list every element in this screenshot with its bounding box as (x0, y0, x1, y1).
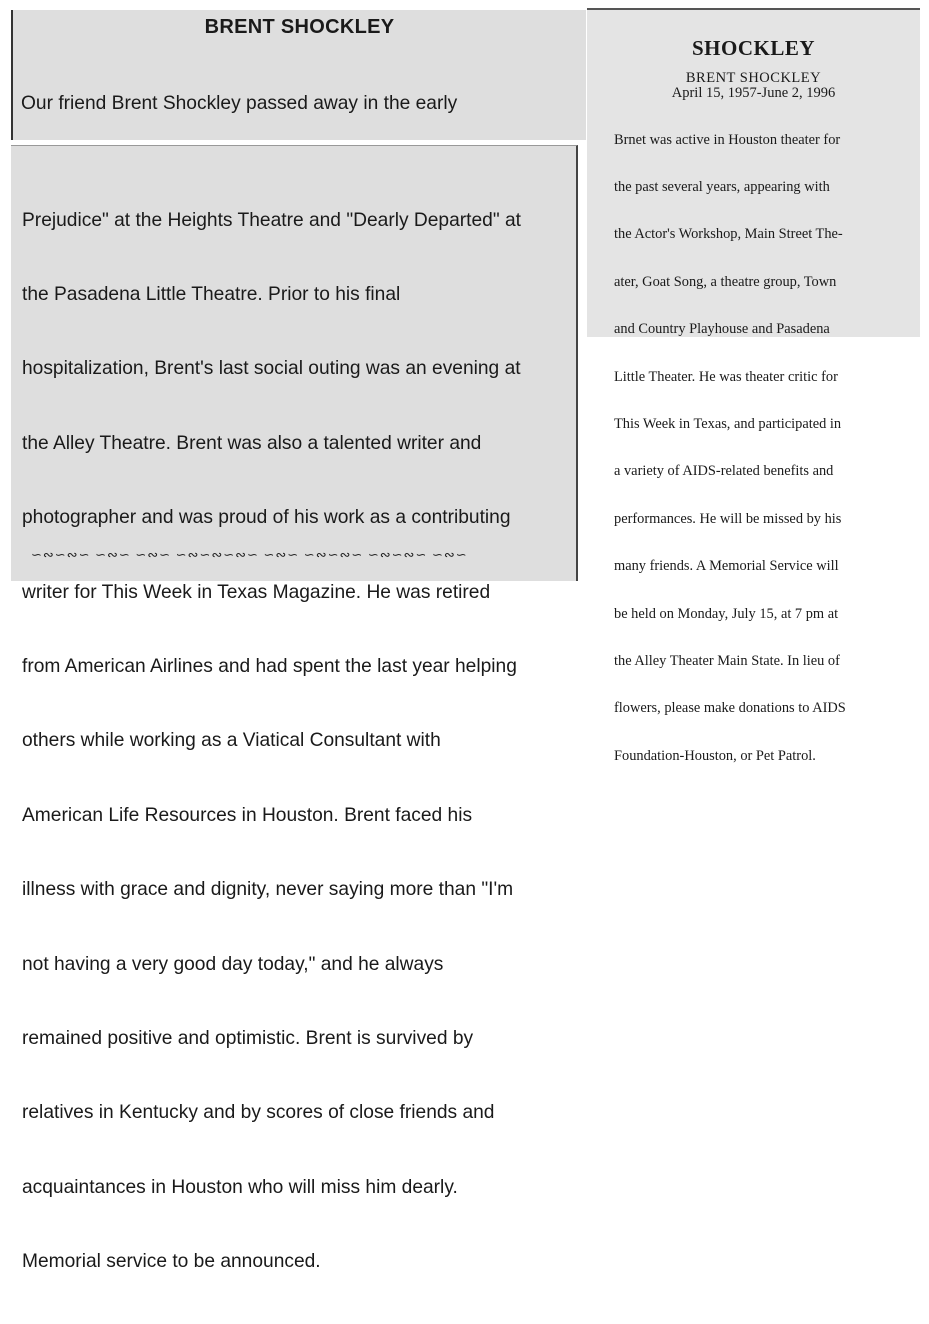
text-line: Foundation-Houston, or Pet Patrol. (614, 747, 816, 764)
obituary-text-bottom (22, 159, 521, 1324)
text-line: relatives in Kentucky and by scores of close friends and (22, 1102, 495, 1124)
text-line: the Alley Theater Main State. In lieu of (614, 652, 840, 669)
obituary-clipping-bottom (11, 145, 578, 1273)
clipping-dates: April 15, 1957-June 2, 1996 (671, 85, 836, 101)
text-line: American Life Resources in Houston. Brent faced his (22, 804, 473, 826)
text-line: and Country Playhouse and Pasadena (614, 321, 830, 338)
text-line: Our friend Brent Shockley passed away in the early (21, 92, 458, 114)
text-line: the Alley Theatre. Brent was also a talented writer and (22, 432, 482, 454)
text-line: others while working as a Viatical Consultant with (22, 730, 441, 752)
text-line: many friends. A Memorial Service will (614, 558, 839, 575)
text-line: Little Theater. He was theater critic for (614, 368, 838, 385)
text-line: acquaintances in Houston who will miss him dearly. (22, 1176, 458, 1198)
text-line: from American Airlines and had spent the last year helping (22, 655, 517, 677)
text-line: remained positive and optimistic. Brent is survived by (22, 1027, 474, 1049)
text-line: Brnet was active in Houston theater for (614, 131, 841, 148)
obituary-clipping-top (11, 10, 586, 140)
text-line: writer for This Week in Texas Magazine. He was retired (22, 581, 491, 603)
clipping-title: SHOCKLEY (691, 36, 816, 60)
text-line: Prejudice" at the Heights Theatre and "Dearly Departed" at (22, 209, 521, 231)
text-line: photographer and was proud of his work as a contributing (22, 507, 511, 529)
text-line: the Actor's Workshop, Main Street The- (614, 226, 843, 243)
text-line: illness with grace and dignity, never saying more than "I'm (22, 879, 514, 901)
ornamental-divider: ∽∾∽∾∽ ∽∾∽ ∽∾∽ ∽∾∽∾∽∾∽ ∽∾∽ ∽∾∽∾∽ ∽∾∽∾∽ ∽∾∽ (31, 547, 468, 562)
text-line: hospitalization, Brent's last social outing was an evening at (22, 358, 521, 380)
obituary-headline: BRENT SHOCKLEY (204, 16, 395, 38)
text-line: performances. He will be missed by his (614, 510, 842, 527)
clipping-name: BRENT SHOCKLEY (685, 70, 822, 86)
text-line: the past several years, appearing with (614, 178, 830, 195)
text-line: flowers, please make donations to AIDS (614, 700, 846, 717)
text-line: ater, Goat Song, a theatre group, Town (614, 273, 837, 290)
text-line: This Week in Texas, and participated in (614, 415, 842, 432)
text-line: Memorial service to be announced. (22, 1251, 321, 1273)
text-line: be held on Monday, July 15, at 7 pm at (614, 605, 839, 622)
clipping-body (614, 101, 846, 796)
text-line: the Pasadena Little Theatre. Prior to his final (22, 283, 401, 305)
newspaper-obituary-clipping (587, 8, 920, 764)
text-line: not having a very good day today," and he always (22, 953, 444, 975)
text-line: a variety of AIDS-related benefits and (614, 463, 834, 480)
